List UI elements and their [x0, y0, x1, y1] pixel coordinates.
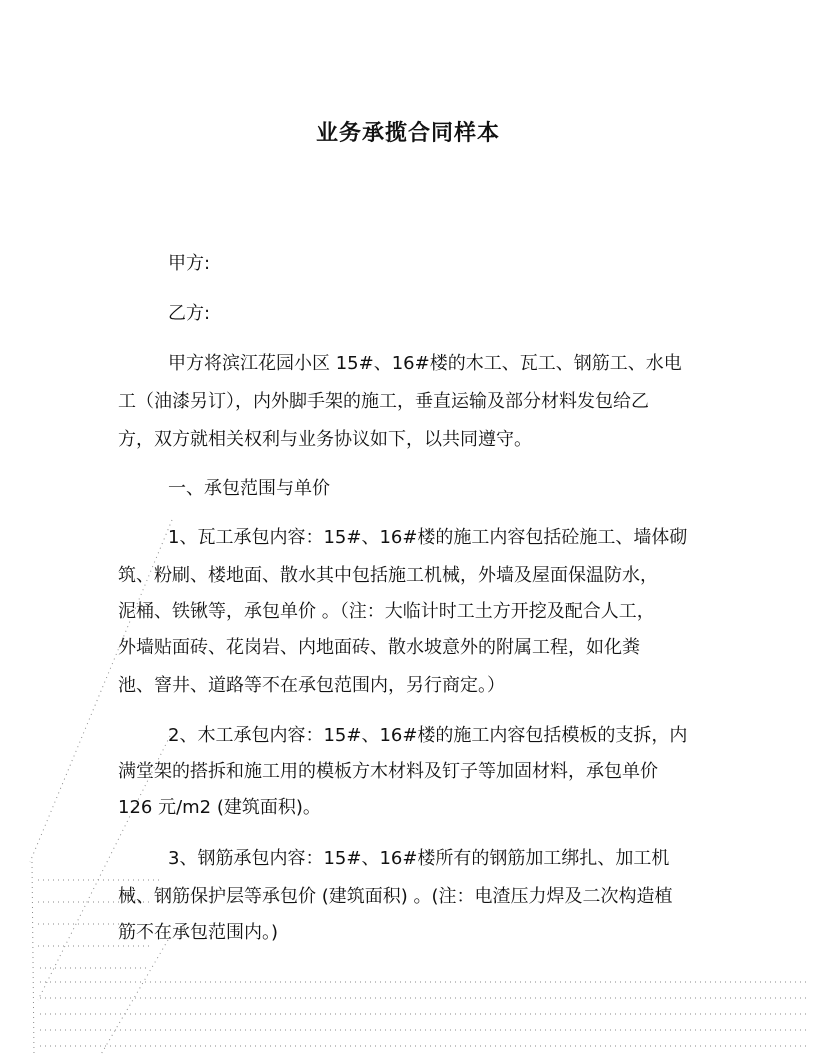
item3-line: 筋不在承包范围内。) — [118, 922, 279, 943]
item2-line: 126 元/m2 (建筑面积)。 — [118, 797, 321, 818]
intro-line: 甲方将滨江花园小区 15#、16#楼的木工、瓦工、钢筋工、水电 — [168, 353, 682, 374]
document-title: 业务承揽合同样本 — [315, 121, 500, 146]
party-b-label: 乙方: — [168, 303, 211, 324]
item1-line: 筑、粉刷、楼地面、散水其中包括施工机械，外墙及屋面保温防水， — [118, 565, 658, 586]
item3-line: 3、钢筋承包内容：15#、16#楼所有的钢筋加工绑扎、加工机 — [168, 848, 670, 869]
intro-line: 工（油漆另订），内外脚手架的施工，垂直运输及部分材料发包给乙 — [118, 391, 649, 412]
item2-line: 2、木工承包内容：15#、16#楼的施工内容包括模板的支拆，内 — [168, 725, 688, 746]
item1-line: 泥桶、铁锹等，承包单价 。（注：大临计时工土方开挖及配合人工， — [118, 601, 655, 622]
intro-line: 方，双方就相关权利与业务协议如下，以共同遵守。 — [118, 429, 532, 450]
item1-line: 1、瓦工承包内容：15#、16#楼的施工内容包括砼施工、墙体砌 — [168, 527, 688, 548]
item3-line: 械、钢筋保护层等承包价 (建筑面积) 。(注：电渣压力焊及二次构造植 — [118, 886, 673, 907]
item1-line: 外墙贴面砖、花岗岩、内地面砖、散水坡意外的附属工程，如化粪 — [118, 637, 640, 658]
section-heading: 一、承包范围与单价 — [168, 478, 330, 499]
item1-line: 池、窨井、道路等不在承包范围内，另行商定。） — [118, 675, 505, 696]
item2-line: 满堂架的搭拆和施工用的模板方木材料及钉子等加固材料，承包单价 — [118, 761, 658, 782]
party-a-label: 甲方: — [168, 253, 211, 274]
